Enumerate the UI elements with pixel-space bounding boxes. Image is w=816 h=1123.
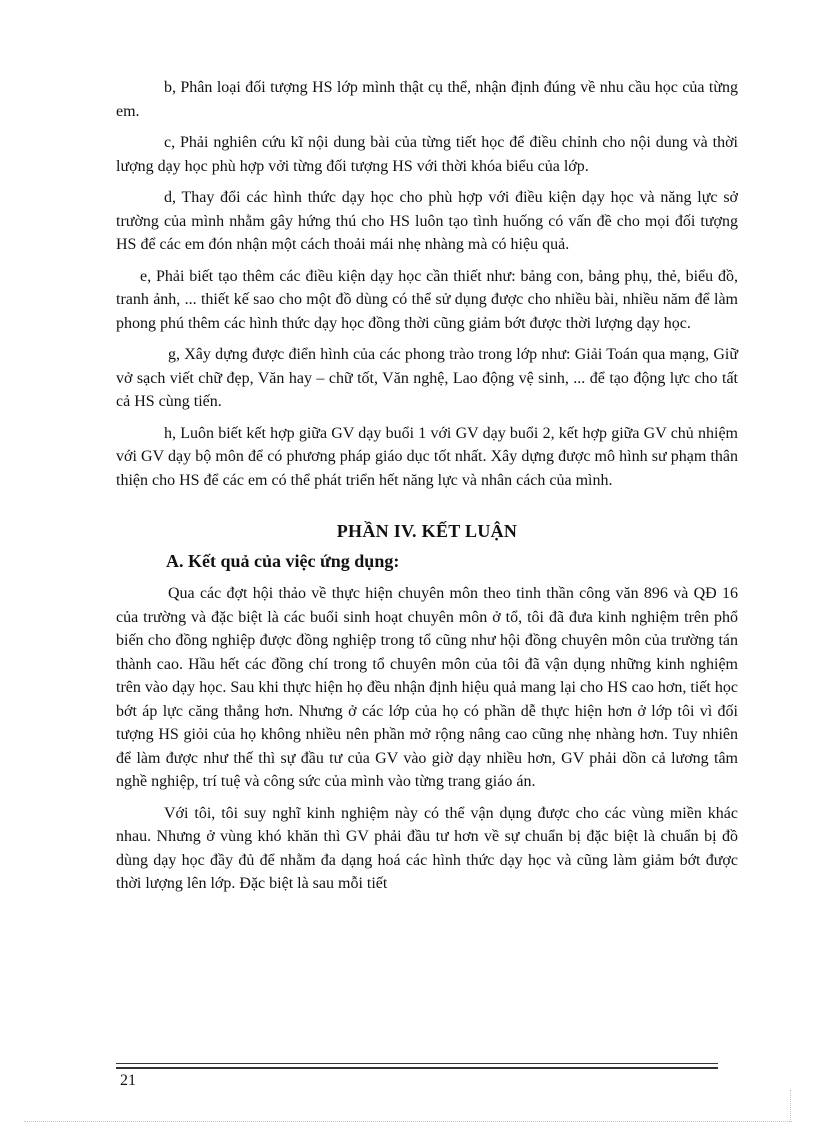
page-border-bottom (24, 1121, 792, 1122)
part-title: PHẦN IV. KẾT LUẬN (336, 521, 518, 541)
paragraph-c: c, Phải nghiên cứu kĩ nội dung bài của từng tiết học để điều chỉnh cho nội dung và thời lượng dạy học phù hợp vởi từng đối tượng HS với thời khóa biểu của lớp. (116, 134, 738, 175)
paragraph-application: Với tôi, tôi suy nghĩ kinh nghiệm này có thể vận dụng được cho các vùng miền khác nhau. Nhưng ở vùng khó khăn thì GV phải đầu tư hơn về sự chuẩn bị đặc biệt là chuẩn bị đồ dùng dạy học đầy đủ để nhằm đa dạng hoá các hình thức dạy học và cũng làm giảm bớt được thời lượng lên lớp. Đặc biệt là sau mỗi tiết (116, 804, 738, 892)
page-content (116, 76, 738, 904)
footer-rule-thin (116, 1063, 718, 1064)
paragraph-b: b, Phân loại đối tượng HS lớp mình thật cụ thể, nhận định đúng về nhu cầu học của từng em. (116, 79, 738, 120)
footer-rule-thick (116, 1067, 718, 1069)
page-border-right (790, 1090, 791, 1122)
paragraph-g: g, Xây dựng được điển hình của các phong trào trong lớp như: Giải Toán qua mạng, Giữ vở sạch viết chữ đẹp, Văn hay – chữ tốt, Văn nghệ, Lao động vệ sinh, ... để tạo động lực cho tất cả HS cùng tiến. (116, 346, 738, 410)
page-number: 21 (120, 1072, 136, 1089)
paragraph-results: Qua các đợt hội thảo về thực hiện chuyên môn theo tinh thần công văn 896 và QĐ 16 của trường và đặc biệt là các buổi sinh hoạt chuyên môn ở tổ, tôi đã đưa kinh nghiệm trên phổ biến cho đồng nghiệp được đồng nghiệp trong tổ cũng như hội đồng chuyên môn của trường tán thành cao. Hầu hết các đồng chí trong tổ chuyên môn của tôi đã vận dụng những kinh nghiệm trên vào dạy học. Sau khi thực hiện họ đều nhận định hiệu quả mang lại cho HS cao hơn, tiết học bớt áp lực căng thẳng hơn. Nhưng ở các lớp của họ có phần dễ thực hiện hơn ở lớp tôi vì đối tượng HS giỏi của họ không nhiều nên phần mở rộng nâng cao cũng nhẹ nhàng hơn. Tuy nhiên để làm được như thế thì sự đầu tư của GV vào giờ dạy nhiều hơn, GV phải dồn cả lương tâm nghề nghiệp, trí tuệ và công sức của mình vào từng trang giáo án. (116, 585, 738, 790)
paragraph-d: d, Thay đổi các hình thức dạy học cho phù hợp với điều kiện dạy học và năng lực sở trường của mình nhằm gây hứng thú cho HS luôn tạo tình huống có vấn đề cho mọi đối tượng HS để các em đón nhận một cách thoải mái nhẹ nhàng mà có hiệu quả. (116, 189, 738, 253)
section-title: A. Kết quả của việc ứng dụng: (166, 551, 400, 571)
paragraph-e: e, Phải biết tạo thêm các điều kiện dạy học cần thiết như: bảng con, bảng phụ, thẻ, biểu đồ, tranh ảnh, ... thiết kế sao cho một đồ dùng có thể sử dụng được cho nhiều bài, nhiều năm để làm phong phú thêm các hình thức dạy học đồng thời cũng giảm bớt được thời lượng dạy học. (116, 267, 738, 332)
paragraph-h: h, Luôn biết kết hợp giữa GV dạy buổi 1 với GV dạy buổi 2, kết hợp giữa GV chủ nhiệm với GV dạy bộ môn để có phương pháp giáo dục tốt nhất. Xây dựng được mô hình sư phạm thân thiện cho HS để các em có thể phát triển hết năng lực và nhân cách của mình. (116, 424, 738, 489)
